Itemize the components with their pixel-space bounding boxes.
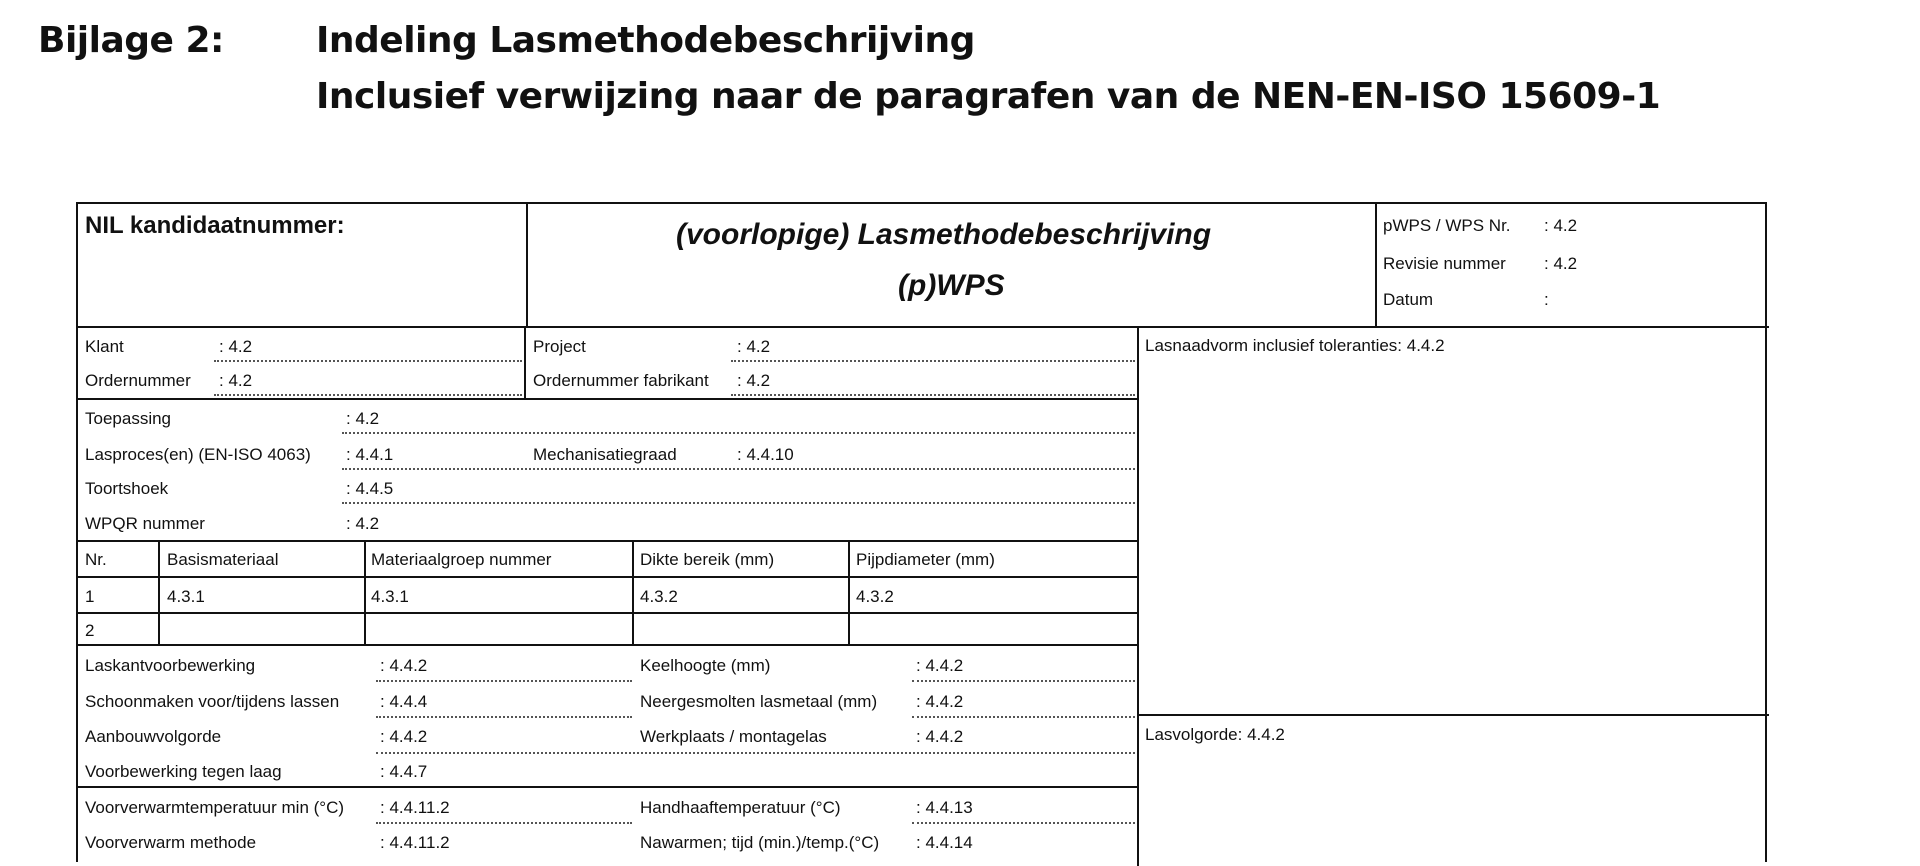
rule-right-split: [1137, 714, 1769, 716]
wpqr-label: WPQR nummer: [85, 514, 205, 533]
schoonmaken-value: : 4.4.4: [380, 692, 428, 711]
aanbouw-label: Aanbouwvolgorde: [85, 727, 222, 746]
lasnaadvorm-label: Lasnaadvorm inclusief toleranties: 4.4.2: [1145, 336, 1445, 355]
wpqr-value: : 4.2: [346, 514, 380, 533]
dots-aanbouw: [376, 752, 1135, 754]
mechanisatiegraad-label: Mechanisatiegraad: [533, 445, 677, 464]
table-row-1-pijpdiameter: 4.3.2: [856, 587, 894, 606]
klant-label: Klant: [85, 337, 124, 356]
voorverwarm-methode-label: Voorverwarm methode: [85, 833, 257, 852]
wps-number-value: : 4.2: [1544, 216, 1578, 235]
dots-keelhoogte: [912, 680, 1135, 682]
dots-handhaaf: [912, 822, 1135, 824]
werkplaats-value: : 4.4.2: [916, 727, 964, 746]
rule-header-divider-2: [1375, 204, 1377, 326]
table-header-materiaalgroep: Materiaalgroep nummer: [371, 550, 552, 569]
rule-table-top: [78, 540, 1137, 542]
rule-table-row2: [78, 644, 1137, 646]
revision-label: Revisie nummer: [1383, 254, 1506, 273]
voorbewerking-label: Voorbewerking tegen laag: [85, 762, 282, 781]
table-row-2-nr: 2: [85, 621, 95, 640]
table-row-1-dikte: 4.3.2: [640, 587, 678, 606]
candidate-number-label: NIL kandidaatnummer:: [85, 212, 345, 239]
rule-row-1: [78, 398, 1137, 400]
rule-col-3: [632, 540, 634, 646]
lasproces-value: : 4.4.1: [346, 445, 394, 464]
dots-laskant: [376, 680, 632, 682]
dots-klant: [214, 360, 522, 362]
dots-neergesmolten: [912, 716, 1135, 718]
rule-client-project: [524, 326, 526, 400]
mechanisatiegraad-value: : 4.4.10: [737, 445, 794, 464]
handhaaf-value: : 4.4.13: [916, 798, 973, 817]
dots-lasproces: [342, 468, 1135, 470]
laskant-value: : 4.4.2: [380, 656, 428, 675]
rule-table-row1: [78, 612, 1137, 614]
rule-col-2: [364, 540, 366, 646]
voorbewerking-value: : 4.4.7: [380, 762, 428, 781]
laskant-label: Laskantvoorbewerking: [85, 656, 256, 675]
rule-right-column: [1137, 326, 1139, 866]
klant-value: : 4.2: [219, 337, 253, 356]
nawarmen-value: : 4.4.14: [916, 833, 973, 852]
ordernummer-fabrikant-value: : 4.2: [737, 371, 771, 390]
table-header-dikte: Dikte bereik (mm): [640, 550, 775, 569]
table-row-1-basismateriaal: 4.3.1: [167, 587, 205, 606]
project-label: Project: [533, 337, 586, 356]
neergesmolten-value: : 4.4.2: [916, 692, 964, 711]
form-title-sub: (p)WPS: [898, 269, 1005, 302]
toortshoek-label: Toortshoek: [85, 479, 169, 498]
dots-toepassing: [342, 432, 1135, 434]
dots-voorverwarm: [376, 822, 632, 824]
revision-value: : 4.2: [1544, 254, 1578, 273]
toepassing-value: : 4.2: [346, 409, 380, 428]
appendix-label: Bijlage 2:: [38, 20, 224, 61]
keelhoogte-label: Keelhoogte (mm): [640, 656, 771, 675]
dots-ordernummer: [214, 394, 522, 396]
lasproces-label: Lasproces(en) (EN-ISO 4063): [85, 445, 311, 464]
voorverwarm-methode-value: : 4.4.11.2: [380, 833, 450, 852]
rule-table-header: [78, 576, 1137, 578]
lasvolgorde-label: Lasvolgorde: 4.4.2: [1145, 725, 1285, 744]
voorverwarm-temp-label: Voorverwarmtemperatuur min (°C): [85, 798, 345, 817]
neergesmolten-label: Neergesmolten lasmetaal (mm): [640, 692, 878, 711]
date-value: :: [1544, 290, 1549, 309]
table-header-basismateriaal: Basismateriaal: [167, 550, 279, 569]
table-row-1-nr: 1: [85, 587, 95, 606]
voorverwarm-temp-value: : 4.4.11.2: [380, 798, 450, 817]
table-row-1-materiaalgroep: 4.3.1: [371, 587, 409, 606]
nawarmen-label: Nawarmen; tijd (min.)/temp.(°C): [640, 833, 880, 852]
wps-form: [76, 202, 1767, 862]
ordernummer-label: Ordernummer: [85, 371, 191, 390]
ordernummer-fabrikant-label: Ordernummer fabrikant: [533, 371, 709, 390]
dots-ordernummer-fabrikant: [731, 394, 1135, 396]
form-title: (voorlopige) Lasmethodebeschrijving: [676, 218, 1212, 251]
dots-project: [731, 360, 1135, 362]
table-header-nr: Nr.: [85, 550, 107, 569]
rule-header-divider-1: [526, 204, 528, 326]
dots-toortshoek: [342, 502, 1135, 504]
werkplaats-label: Werkplaats / montagelas: [640, 727, 827, 746]
document-subtitle: Inclusief verwijzing naar de paragrafen van de NEN-EN-ISO 15609-1: [316, 76, 1661, 117]
document-title: Indeling Lasmethodebeschrijving: [316, 20, 975, 61]
ordernummer-value: : 4.2: [219, 371, 253, 390]
table-header-pijpdiameter: Pijpdiameter (mm): [856, 550, 995, 569]
dots-schoonmaken: [376, 716, 632, 718]
rule-preheat-top: [78, 786, 1137, 788]
toortshoek-value: : 4.4.5: [346, 479, 394, 498]
toepassing-label: Toepassing: [85, 409, 172, 428]
rule-col-4: [848, 540, 850, 646]
keelhoogte-value: : 4.4.2: [916, 656, 964, 675]
date-label: Datum: [1383, 290, 1434, 309]
wps-number-label: pWPS / WPS Nr.: [1383, 216, 1511, 235]
rule-header-bottom: [78, 326, 1769, 328]
project-value: : 4.2: [737, 337, 771, 356]
aanbouw-value: : 4.4.2: [380, 727, 428, 746]
schoonmaken-label: Schoonmaken voor/tijdens lassen: [85, 692, 340, 711]
rule-col-1: [158, 540, 160, 646]
handhaaf-label: Handhaaftemperatuur (°C): [640, 798, 841, 817]
